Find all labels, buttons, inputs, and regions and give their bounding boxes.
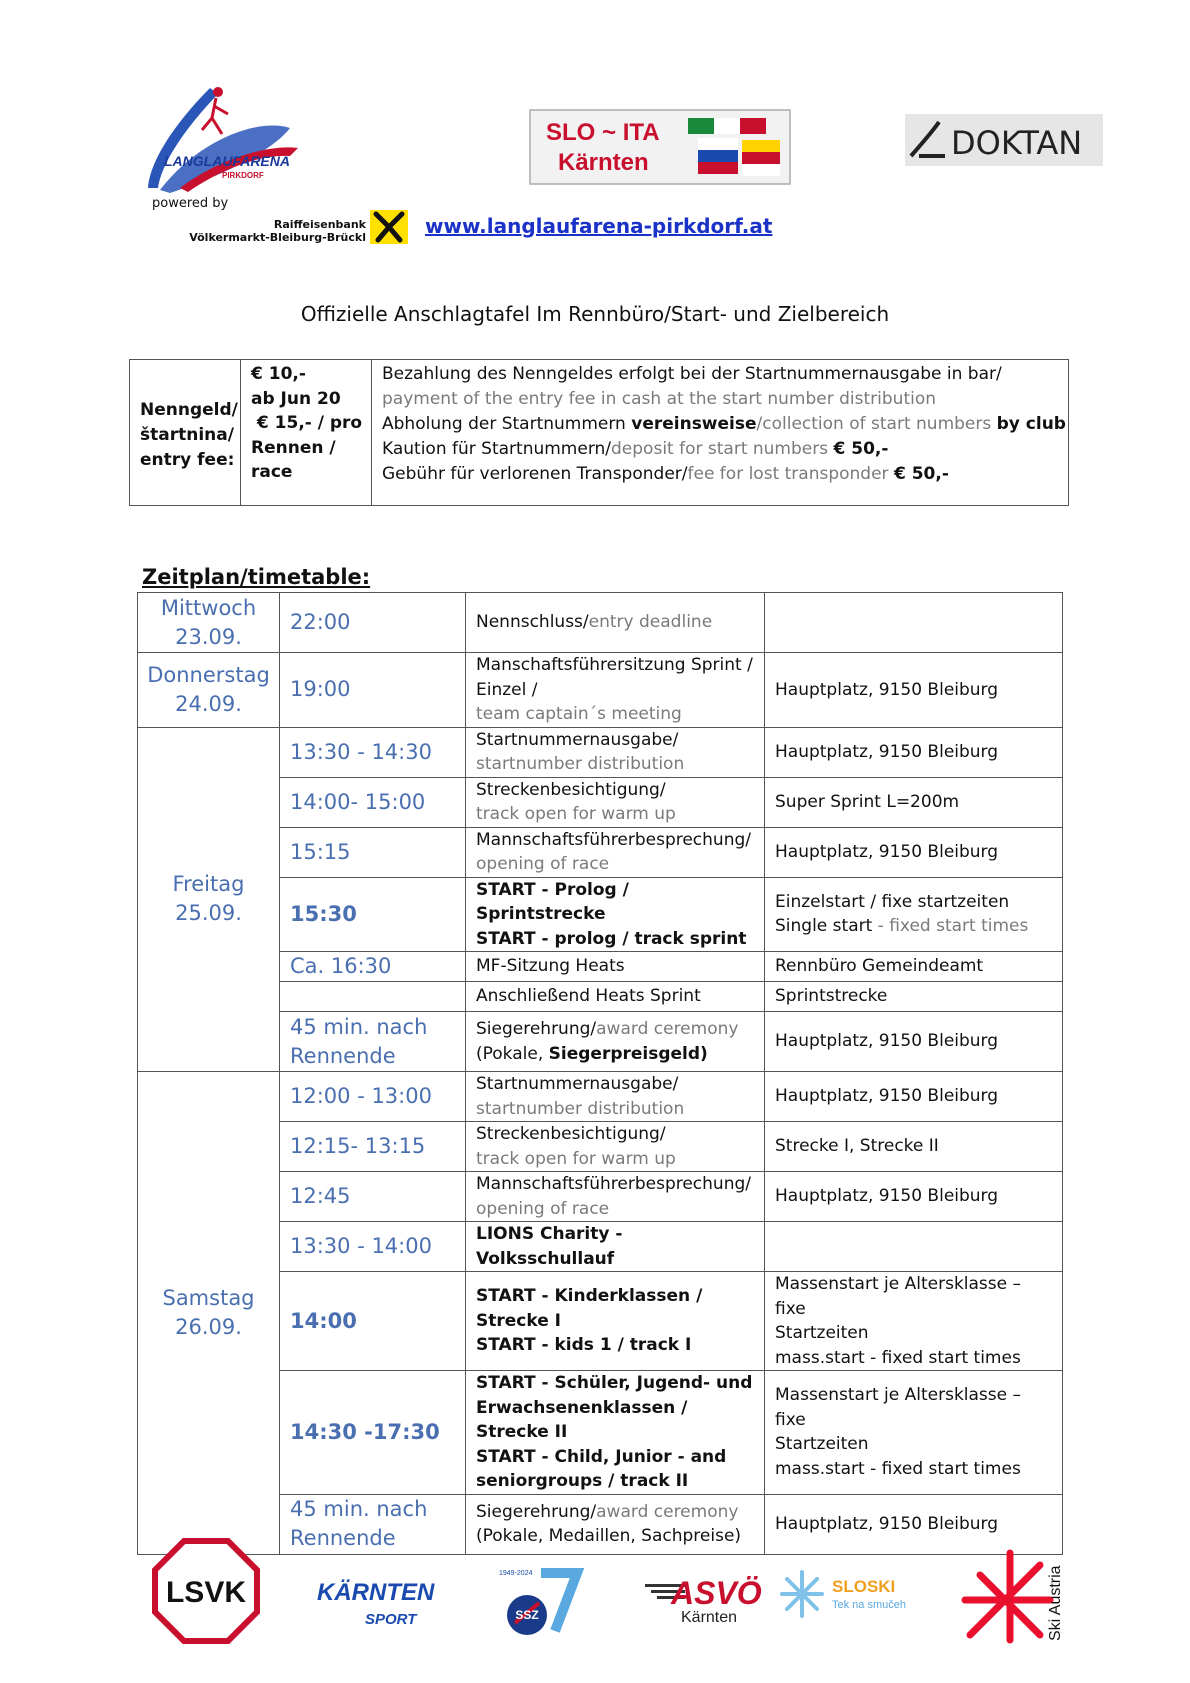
location-cell: Super Sprint L=200m bbox=[765, 777, 1063, 827]
time-text: 45 min. nach bbox=[290, 1497, 428, 1521]
loc-text: mass.start - fixed start times bbox=[775, 1347, 1021, 1368]
loc-text: Massenstart je Altersklasse – fixe bbox=[775, 1274, 1022, 1319]
fee-amount-line: race bbox=[251, 462, 293, 482]
fee-text-bold: by club bbox=[996, 414, 1066, 434]
desc-cell bbox=[466, 1122, 765, 1172]
desc-text: seniorgroups / track II bbox=[476, 1471, 689, 1491]
fee-label-cell bbox=[130, 360, 241, 505]
table-row bbox=[138, 1072, 1063, 1122]
table-row bbox=[138, 727, 1063, 777]
doktan-logo bbox=[905, 110, 1103, 170]
doktan-text: DOKTAN bbox=[951, 124, 1083, 162]
desc-text: Erwachsenenklassen / Strecke II bbox=[476, 1397, 688, 1442]
lsvk-text: LSVK bbox=[165, 1576, 247, 1609]
ssz-years: 1949-2024 bbox=[499, 1570, 533, 1577]
website-link[interactable]: www.langlaufarena-pirkdorf.at bbox=[425, 214, 773, 238]
sport-text: SPORT bbox=[365, 1611, 417, 1628]
time-cell: 12:15- 13:15 bbox=[280, 1122, 466, 1172]
fee-label-line: Nenngeld/ bbox=[140, 400, 238, 420]
location-cell bbox=[765, 593, 1063, 653]
location-cell: Hauptplatz, 9150 Bleiburg bbox=[765, 827, 1063, 877]
desc-text: Volksschullauf bbox=[476, 1248, 615, 1269]
fee-text-en: payment of the entry fee in cash at the start number distribution bbox=[382, 389, 937, 409]
location-cell: Hauptplatz, 9150 Bleiburg bbox=[765, 1012, 1063, 1072]
desc-text: Siegerehrung/ bbox=[476, 1019, 597, 1039]
fee-table bbox=[129, 359, 1069, 506]
location-cell: Rennbüro Gemeindeamt bbox=[765, 952, 1063, 982]
desc-cell bbox=[466, 1222, 765, 1272]
desc-cell bbox=[466, 1371, 765, 1495]
bank-name bbox=[180, 218, 366, 244]
location-cell bbox=[765, 1222, 1063, 1272]
location-cell: Strecke I, Strecke II bbox=[765, 1122, 1063, 1172]
desc-text: Streckenbesichtigung/ bbox=[476, 1124, 666, 1144]
ssz-text: SSZ bbox=[515, 1608, 539, 1622]
time-cell: 14:30 -17:30 bbox=[280, 1371, 466, 1495]
day-cell bbox=[138, 1072, 280, 1555]
desc-text: Einzel / bbox=[476, 679, 538, 700]
langlaufarena-logo bbox=[140, 78, 300, 200]
fee-text-en: fee for lost transponder bbox=[687, 464, 894, 484]
desc-text-en: startnumber distribution bbox=[476, 1098, 685, 1119]
time-cell: 22:00 bbox=[280, 593, 466, 653]
location-cell: Hauptplatz, 9150 Bleiburg bbox=[765, 727, 1063, 777]
table-row bbox=[138, 653, 1063, 728]
loc-text-en: - fixed start times bbox=[877, 916, 1029, 937]
desc-cell bbox=[466, 1494, 765, 1554]
location-cell bbox=[765, 877, 1063, 952]
desc-text-en: track open for warm up bbox=[476, 1148, 676, 1169]
fee-amount-line: Rennen / bbox=[251, 437, 336, 458]
desc-text: Mannschaftsführerbesprechung/ bbox=[476, 1174, 751, 1194]
day-cell bbox=[138, 727, 280, 1072]
langlauf-logo-subtext: PIRKDORF bbox=[222, 171, 264, 180]
time-text: Rennende bbox=[290, 1043, 396, 1068]
fee-text-de: Gebühr für verlorenen Transponder/ bbox=[382, 464, 688, 484]
fee-info-line bbox=[382, 387, 1066, 412]
page-title: Offizielle Anschlagtafel Im Rennbüro/Start- und Zielbereich bbox=[300, 302, 890, 326]
fee-info-line bbox=[382, 437, 1066, 462]
time-cell bbox=[280, 982, 466, 1012]
loc-text: Massenstart je Altersklasse – fixe bbox=[775, 1385, 1022, 1430]
fee-info-line bbox=[382, 362, 1066, 387]
fee-info-cell bbox=[372, 360, 1068, 505]
location-cell: Hauptplatz, 9150 Bleiburg bbox=[765, 1172, 1063, 1222]
location-cell: Hauptplatz, 9150 Bleiburg bbox=[765, 1494, 1063, 1554]
desc-text-bold: Siegerpreisgeld) bbox=[548, 1043, 708, 1064]
day-date: 24.09. bbox=[175, 691, 242, 716]
fee-text-de: Abholung der Startnummern bbox=[382, 414, 632, 434]
slo-ita-line2: Kärnten bbox=[558, 149, 649, 176]
bank-line-1: Raiffeisenbank bbox=[273, 218, 366, 231]
fee-amount-line: € 10,- bbox=[251, 364, 306, 384]
time-cell: 12:45 bbox=[280, 1172, 466, 1222]
fee-amount-line: ab Jun 20 bbox=[251, 388, 341, 409]
slo-ita-kaernten-logo bbox=[530, 110, 790, 184]
desc-cell bbox=[466, 1012, 765, 1072]
day-date: 23.09. bbox=[175, 624, 242, 649]
time-cell: 14:00 bbox=[280, 1272, 466, 1371]
ski-austria-logo bbox=[960, 1545, 1072, 1645]
desc-text-en: opening of race bbox=[476, 854, 610, 874]
fee-text-de: Kaution für Startnummern/ bbox=[382, 439, 612, 459]
fee-amount-cell bbox=[241, 360, 372, 505]
desc-cell bbox=[466, 777, 765, 827]
time-text: 45 min. nach bbox=[290, 1014, 428, 1039]
desc-text: LIONS Charity - bbox=[476, 1224, 623, 1244]
fee-info-line bbox=[382, 412, 1066, 437]
day-cell bbox=[138, 593, 280, 653]
fee-text-bold: vereinsweise bbox=[631, 414, 757, 434]
time-text: Rennende bbox=[290, 1526, 396, 1550]
timetable bbox=[137, 592, 1063, 1555]
fee-label-line: entry fee: bbox=[140, 450, 235, 470]
bank-line-2: Völkermarkt-Bleiburg-Brückl bbox=[189, 231, 366, 244]
desc-text: Nennschluss/ bbox=[476, 612, 589, 633]
desc-text: Siegerehrung/ bbox=[476, 1501, 597, 1522]
day-date: 25.09. bbox=[175, 901, 242, 926]
desc-text: Startnummernausgabe/ bbox=[476, 1074, 679, 1094]
loc-text: Single start bbox=[775, 916, 878, 937]
ssz-logo bbox=[485, 1565, 585, 1641]
fee-label bbox=[140, 398, 238, 473]
fee-text-de: Bezahlung des Nenngeldes erfolgt bei der Startnummernausgabe in bar/ bbox=[382, 364, 1002, 384]
desc-cell bbox=[466, 827, 765, 877]
desc-cell bbox=[466, 1172, 765, 1222]
time-cell: 12:00 - 13:00 bbox=[280, 1072, 466, 1122]
fee-text-en: /collection of start numbers bbox=[756, 414, 997, 434]
time-cell: 15:30 bbox=[280, 877, 466, 952]
day-name: Donnerstag bbox=[147, 662, 270, 687]
day-name: Mittwoch bbox=[160, 595, 257, 620]
desc-cell: Anschließend Heats Sprint bbox=[466, 982, 765, 1012]
desc-text-en: team captain´s meeting bbox=[476, 704, 682, 724]
desc-text: Manschaftsführersitzung Sprint / bbox=[476, 655, 753, 675]
desc-cell bbox=[466, 1272, 765, 1371]
desc-text-en: track open for warm up bbox=[476, 804, 676, 824]
desc-text-en: entry deadline bbox=[588, 612, 713, 633]
asvo-kaernten-text: Kärnten bbox=[681, 1609, 738, 1626]
desc-text: START - Prolog / Sprintstrecke bbox=[476, 879, 629, 924]
desc-cell bbox=[466, 877, 765, 952]
kaernten-text: KÄRNTEN bbox=[317, 1579, 435, 1606]
langlauf-logo-text: LANGLAUFARENA bbox=[164, 153, 290, 169]
loc-text: Startzeiten bbox=[775, 1323, 869, 1343]
sloski-subtext: Tek na smučeh bbox=[832, 1599, 906, 1611]
time-cell: Ca. 16:30 bbox=[280, 952, 466, 982]
kaernten-sport-logo bbox=[315, 1570, 435, 1630]
fee-amount-line: € 15,- / pro bbox=[251, 413, 363, 433]
time-cell: 13:30 - 14:30 bbox=[280, 727, 466, 777]
day-cell bbox=[138, 653, 280, 728]
fee-amount bbox=[251, 362, 362, 485]
sloski-text: SLOSKI bbox=[832, 1577, 896, 1596]
asvo-text: ASVÖ bbox=[671, 1575, 762, 1611]
time-cell: 13:30 - 14:00 bbox=[280, 1222, 466, 1272]
desc-text-en: award ceremony bbox=[596, 1501, 739, 1522]
desc-text: START - Kinderklassen / Strecke I bbox=[476, 1286, 703, 1331]
desc-text: START - prolog / track sprint bbox=[476, 928, 747, 949]
desc-text: (Pokale, bbox=[476, 1043, 549, 1064]
desc-text-en: startnumber distribution bbox=[476, 754, 685, 774]
desc-text: START - Schüler, Jugend- und bbox=[476, 1373, 753, 1393]
fee-info-line bbox=[382, 462, 1066, 487]
table-row bbox=[138, 593, 1063, 653]
lsvk-logo bbox=[152, 1538, 260, 1644]
powered-by: powered by bbox=[152, 196, 229, 211]
loc-text: mass.start - fixed start times bbox=[775, 1458, 1021, 1479]
timetable-heading: Zeitplan/timetable: bbox=[142, 565, 371, 589]
fee-label-line: štartnina/ bbox=[140, 425, 234, 445]
location-cell bbox=[765, 1371, 1063, 1495]
time-cell: 14:00- 15:00 bbox=[280, 777, 466, 827]
ski-austria-text: Ski Austria bbox=[1047, 1565, 1064, 1641]
asvo-kaernten-logo bbox=[645, 1570, 762, 1626]
time-cell bbox=[280, 1494, 466, 1554]
day-date: 26.09. bbox=[175, 1314, 242, 1339]
time-cell: 19:00 bbox=[280, 653, 466, 728]
day-name: Samstag bbox=[162, 1285, 255, 1310]
desc-cell: MF-Sitzung Heats bbox=[466, 952, 765, 982]
time-cell bbox=[280, 1012, 466, 1072]
fee-info bbox=[382, 362, 1066, 487]
desc-text-en: award ceremony bbox=[596, 1019, 739, 1039]
raiffeisen-logo-icon bbox=[370, 210, 408, 244]
location-cell: Sprintstrecke bbox=[765, 982, 1063, 1012]
loc-text: Startzeiten bbox=[775, 1434, 869, 1455]
desc-text: START - kids 1 / track I bbox=[476, 1335, 692, 1356]
desc-text: Mannschaftsführerbesprechung/ bbox=[476, 829, 751, 850]
slo-ita-line1: SLO ~ ITA bbox=[546, 119, 660, 146]
fee-text-bold: € 50,- bbox=[833, 439, 889, 459]
desc-text: Streckenbesichtigung/ bbox=[476, 779, 666, 800]
desc-text: Startnummernausgabe/ bbox=[476, 729, 679, 750]
time-cell: 15:15 bbox=[280, 827, 466, 877]
desc-cell bbox=[466, 1072, 765, 1122]
desc-cell bbox=[466, 593, 765, 653]
desc-text: START - Child, Junior - and bbox=[476, 1446, 727, 1467]
desc-cell bbox=[466, 727, 765, 777]
loc-text: Einzelstart / fixe startzeiten bbox=[775, 891, 1010, 912]
fee-text-en: deposit for start numbers bbox=[611, 439, 834, 459]
location-cell: Hauptplatz, 9150 Bleiburg bbox=[765, 1072, 1063, 1122]
day-name: Freitag bbox=[172, 872, 245, 897]
fee-text-bold: € 50,- bbox=[893, 464, 949, 484]
sloski-logo bbox=[778, 1568, 920, 1620]
desc-text: (Pokale, Medaillen, Sachpreise) bbox=[476, 1526, 742, 1546]
location-cell bbox=[765, 1272, 1063, 1371]
desc-text-en: opening of race bbox=[476, 1198, 610, 1219]
location-cell: Hauptplatz, 9150 Bleiburg bbox=[765, 653, 1063, 728]
desc-cell bbox=[466, 653, 765, 728]
